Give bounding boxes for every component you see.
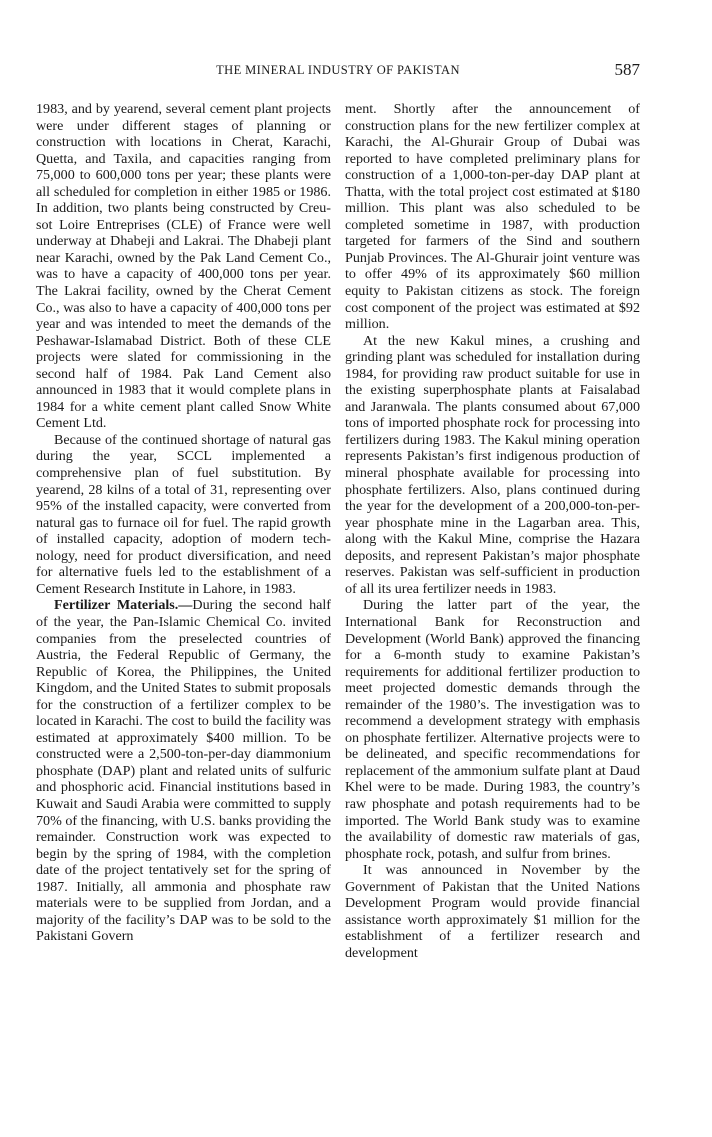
paragraph-cement-projects: 1983, and by yearend, several cement plant projects were under different stages of planning or construction with locations in Cherat, Karachi, Quetta, and Taxila, and capacities ranging from 75,000 to 600,000 tons per year; these plants were all scheduled for completion in either 1985 or 1986. In addition, two plants being constructed by Creusot Loire Entreprises (CLE) of France were well underway at Dhabeji and Lakrai. The Dhabeji plant near Karachi, owned by the Pak Land Cement Co., was to have a capacity of 400,000 tons per year. The Lakrai facility, owned by the Cherat Cement Co., was also to have a capacity of 400,000 tons per year and was intended to meet the demands of the Peshawar-Islamabad District. Both of these CLE projects were slated for commissioning in the second half of 1984. Pak Land Cement also announced in 1983 that it would complete plans in 1984 for a white cement plant called Snow White Cement Ltd.	[36, 101, 331, 432]
paragraph-kakul-mines: At the new Kakul mines, a crushing and grinding plant was scheduled for installation during 1984, for providing raw product suitable for use in the existing superphosphate plants at Faisalabad and Jaranwala. The plants consumed about 67,000 tons of imported phosphate rock for processing into fertilizers during 1983. The Kakul mining operation represents Pakistan’s first indigenous production of mineral phosphate available for processing into phosphate fertilizers. Also, plans continued during the year for the development of a 200,000-ton-per-year phosphate mine in the Lagarban area. This, along with the Kakul Mine, comprise the Hazara deposits, and represent Pakistan’s major phosphate reserves. Pakistan was self-sufficient in production of all its urea fertilizer needs in 1983.	[345, 332, 640, 597]
left-column	[36, 101, 331, 945]
page-header	[36, 60, 640, 84]
paragraph-al-ghurair: ment. Shortly after the announcement of construction plans for the new fertilizer complex at Karachi, the Al-Ghurair Group of Dubai was reported to have completed preliminary plans for construction of a 1,000-ton-per-day DAP plant at Thatta, with the total project cost estimated at $180 million. This plant was also scheduled to be completed sometime in 1987, with production targeted for farmers of the Sind and southern Punjab Provinces. The Al-Ghurair joint venture was to offer 49% of its approximately $60 million equity to Pakistan citizens as stock. The foreign cost component of the project was estimated at $92 million.	[345, 101, 640, 333]
section-heading-fertilizer-materials: Fertilizer Materials.—	[54, 597, 193, 614]
running-title: THE MINERAL INDUSTRY OF PAKISTAN	[216, 63, 460, 77]
page-number: 587	[614, 60, 640, 79]
paragraph-undp: It was announced in November by the Government of Pakistan that the United Nations Development Program would provide financial assistance worth approximately $1 million for the establishment of a fertilizer research and development	[345, 862, 640, 961]
paragraph-fertilizer-body: During the second half of the year, the Pan-Islamic Chemical Co. invited companies from the preselected countries of Austria, the Federal Republic of Germany, the Republic of Korea, the Philippines, the United Kingdom, and the United States to submit proposals for the construction of a fertilizer complex to be located in Karachi. The cost to build the facility was estimated at approximately $400 million. To be constructed were a 2,500-ton-per-day diammonium phosphate (DAP) plant and related units of sulfuric and phosphoric acid. Financial institutions based in Kuwait and Saudi Arabia were committed to supply 70% of the financing, with U.S. banks providing the remainder. Construction work was expected to begin by the spring of 1984, with the completion date of the project tentatively set for the spring of 1987. Initially, all ammonia and phosphate raw materials were to be supplied from Jordan, and a majority of the facility’s DAP was to be sold to the Pakistani Govern	[36, 597, 331, 945]
right-column	[345, 101, 640, 961]
paragraph-fertilizer-materials	[36, 597, 331, 944]
paragraph-fuel-substitution: Because of the continued shortage of natural gas during the year, SCCL implemented a comprehensive plan of fuel substitution. By yearend, 28 kilns of a total of 31, representing over 95% of the installed capacity, were converted from natural gas to furnace oil for fuel. The rapid growth of installed capacity, adoption of modern technology, need for product diversification, and need for alternative fuels led to the establishment of a Cement Research Institute in Lahore, in 1983.	[36, 431, 331, 597]
paragraph-world-bank: During the latter part of the year, the International Bank for Reconstruction and Development (World Bank) approved the financing for a 6-month study to examine Pakistan’s requirements for additional fertilizer production to meet projected domestic demands through the remainder of the 1980’s. The investigation was to recommend a development strategy with emphasis on phosphate fertilizer. Alternative projects were to be delineated, and specific recommendations for replacement of the ammonium sulfate plant at Daud Khel were to be made. During 1983, the country’s raw phosphate and potash requirements had to be imported. The World Bank study was to examine the availability of domestic raw materials of gas, phosphate rock, potash, and sulfur from brines.	[345, 597, 640, 862]
